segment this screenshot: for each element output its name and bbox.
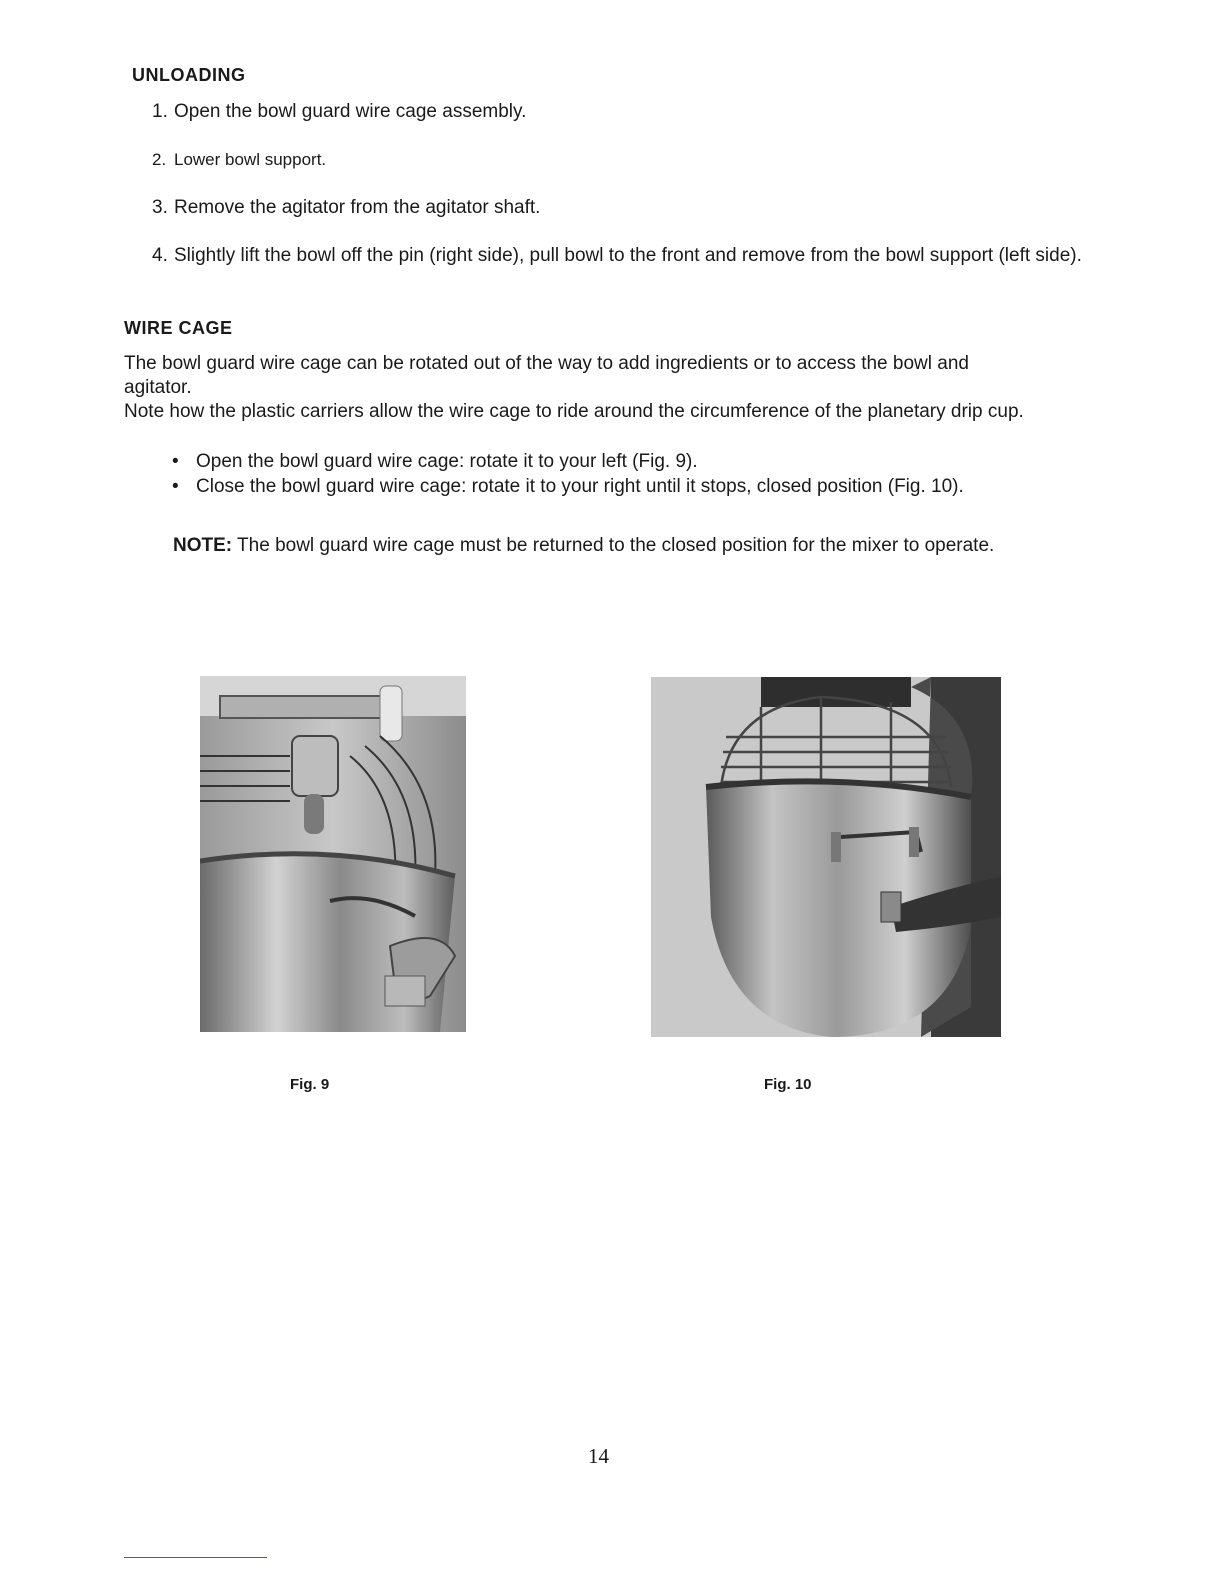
unloading-step-1 bbox=[152, 100, 526, 124]
step-number: 1. bbox=[152, 101, 168, 122]
bullet-icon: • bbox=[172, 476, 179, 497]
bullet-close bbox=[172, 475, 1076, 499]
wire-cage-paragraph-1: The bowl guard wire cage can be rotated out of the way to add ingredients or to access the bowl and agitator. bbox=[124, 353, 969, 398]
unloading-heading: UNLOADING bbox=[132, 65, 246, 85]
note-text: The bowl guard wire cage must be returned to the closed position for the mixer to operate. bbox=[232, 535, 995, 556]
step-text: Open the bowl guard wire cage assembly. bbox=[174, 101, 527, 122]
step-number: 2. bbox=[152, 150, 167, 169]
mixer-open-cage-image bbox=[200, 676, 466, 1032]
wire-cage-paragraph-2: Note how the plastic carriers allow the wire cage to ride around the circumference of the planetary drip cup. bbox=[124, 401, 1024, 422]
bullet-open bbox=[172, 450, 1076, 474]
bullet-text: Open the bowl guard wire cage: rotate it to your left (Fig. 9). bbox=[196, 451, 698, 472]
fig9-photo bbox=[200, 676, 466, 1032]
fig10-caption: Fig. 10 bbox=[764, 1076, 812, 1093]
step-number: 4. bbox=[152, 245, 168, 266]
unloading-step-3 bbox=[152, 196, 540, 220]
step-text: Remove the agitator from the agitator shaft. bbox=[174, 197, 541, 218]
page-number: 14 bbox=[588, 1444, 609, 1468]
note-label: NOTE: bbox=[173, 535, 233, 556]
fig10-photo bbox=[651, 677, 1001, 1037]
unloading-step-2 bbox=[152, 148, 326, 172]
bullet-icon: • bbox=[172, 451, 179, 472]
step-text: Lower bowl support. bbox=[174, 150, 327, 169]
step-number: 3. bbox=[152, 197, 168, 218]
footnote-divider bbox=[124, 1557, 267, 1558]
wire-cage-heading: WIRE CAGE bbox=[124, 318, 233, 338]
unloading-step-4 bbox=[152, 244, 1082, 292]
note-paragraph bbox=[173, 534, 1073, 558]
fig9-caption: Fig. 9 bbox=[290, 1076, 330, 1093]
bullet-text: Close the bowl guard wire cage: rotate it to your right until it stops, closed position (Fig. 10). bbox=[196, 476, 964, 497]
mixer-closed-cage-image bbox=[651, 677, 1001, 1037]
step-text: Slightly lift the bowl off the pin (right side), pull bowl to the front and remove from the bowl support (left side). bbox=[174, 245, 1082, 266]
